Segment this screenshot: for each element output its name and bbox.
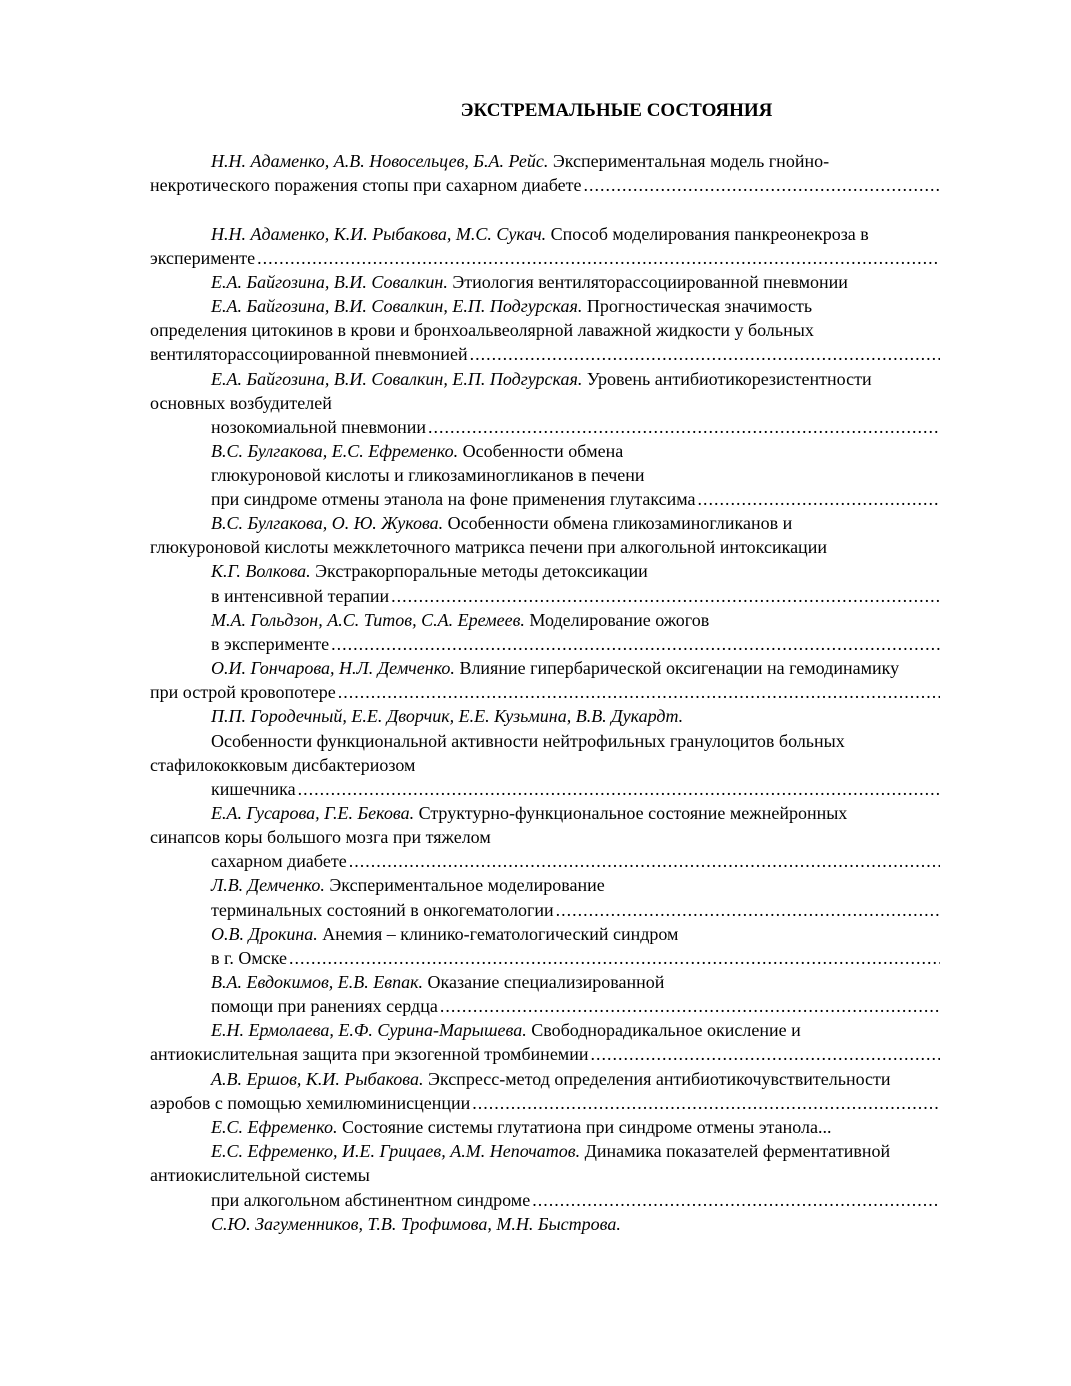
dot-leader [336,680,940,704]
toc-entry-line [211,970,664,994]
toc-entry-line [211,149,829,173]
dot-leader [389,584,940,608]
entry-title: Уровень антибиотикорезистентности [582,369,872,389]
toc-entry-line [211,511,792,535]
toc-entry-line [150,825,491,849]
authors: О.И. Гончарова, Н.Л. Демченко. [211,658,455,678]
toc-entry-line [211,1139,890,1163]
authors: Е.А. Байгозина, В.И. Совалкин, Е.П. Подгурская. [211,296,583,316]
toc-entry-line [150,1042,940,1066]
authors: Е.А. Байгозина, В.И. Совалкин, Е.П. Подгурская. [211,369,583,389]
authors: К.Г. Волкова. [211,561,311,581]
dot-leader [530,1188,940,1212]
toc-entry-line [211,1018,801,1042]
toc-entry-line [150,246,940,270]
entry-title: Особенности функциональной активности нейтрофильных гранулоцитов больных [211,731,845,751]
dot-leader [287,946,940,970]
toc-entry-line [211,898,940,922]
entry-title: стафилококковым дисбактериозом [150,755,416,775]
toc-entry-line [211,632,940,656]
authors: Н.Н. Адаменко, К.И. Рыбакова, М.С. Сукач. [211,224,547,244]
entry-title: некротического поражения стопы при сахарном диабете [150,175,582,195]
authors: В.А. Евдокимов, Е.В. Евпак. [211,972,424,992]
entry-title: эксперименте [150,248,256,268]
toc-entry-line [211,1115,831,1139]
entry-title: аэробов с помощью хемилюминисценции [150,1093,471,1113]
entry-title: Экспериментальная модель гнойно- [548,151,830,171]
toc-entry-line [211,994,940,1018]
authors: Е.С. Ефременко. [211,1117,338,1137]
entry-title: в интенсивной терапии [211,586,390,606]
dot-leader [582,173,940,197]
toc-entry-line [211,415,940,439]
entry-title: Прогностическая значимость [582,296,813,316]
entry-title: глюкуроновой кислоты и гликозаминогликанов в печени [211,465,645,485]
dot-leader [329,632,940,656]
authors: В.С. Булгакова, О. Ю. Жукова. [211,513,444,533]
toc-entry-line [211,439,623,463]
toc-entry-line [211,608,709,632]
entry-title: Экспресс-метод определения антибиотикочувствительности [423,1069,891,1089]
toc-entry-line [211,463,645,487]
authors: В.С. Булгакова, Е.С. Ефременко. [211,441,459,461]
toc-entry-line [211,222,869,246]
entry-title: при алкогольном абстинентном синдроме [211,1190,531,1210]
authors: О.В. Дрокина. [211,924,318,944]
entry-title: Экстракорпоральные методы детоксикации [310,561,648,581]
entry-title: помощи при ранениях сердца [211,996,438,1016]
authors: Е.С. Ефременко, И.Е. Грицаев, А.М. Непочатов. [211,1141,581,1161]
toc-entry-line [150,1163,370,1187]
entry-title: вентиляторассоциированной пневмонией [150,344,468,364]
dot-leader [468,342,940,366]
toc-entry-line [211,270,848,294]
authors: А.В. Ершов, К.И. Рыбакова. [211,1069,424,1089]
toc-entry-line [211,294,812,318]
section-title: ЭКСТРЕМАЛЬНЫЕ СОСТОЯНИЯ [460,100,773,121]
authors: Л.В. Демченко. [211,875,325,895]
dot-leader [554,898,940,922]
entry-title: Особенности обмена гликозаминогликанов и [443,513,793,533]
dot-leader [255,246,940,270]
toc-entry-line [211,487,940,511]
entry-title: антиокислительной системы [150,1165,370,1185]
dot-leader [347,849,940,873]
toc-entry-line [211,946,940,970]
entry-title: Динамика показателей ферментативной [580,1141,891,1161]
toc-entry-line [211,1067,891,1091]
dot-leader [296,777,940,801]
entry-title: нозокомиальной пневмонии [211,417,426,437]
toc-entry-line [211,801,847,825]
entry-title: Оказание специализированной [423,972,665,992]
entry-title: в эксперименте [211,634,330,654]
entry-title: при синдроме отмены этанола на фоне применения глутаксима [211,489,696,509]
toc-entry-line [211,729,845,753]
entry-title: Этиология вентиляторассоциированной пневмонии [447,272,848,292]
toc-entry-line [211,1188,940,1212]
toc-entry-line [150,318,814,342]
toc-entry-line [211,849,940,873]
entry-title: антиокислительная защита при экзогенной тромбинемии [150,1044,589,1064]
toc-entry-line [211,656,899,680]
entry-title: синапсов коры большого мозга при тяжелом [150,827,491,847]
entry-title: Экспериментальное моделирование [324,875,605,895]
toc-entry-line [150,535,827,559]
entry-title: при острой кровопотере [150,682,336,702]
toc-entry-line [211,1212,621,1236]
entry-title: Влияние гипербарической оксигенации на гемодинамику [454,658,900,678]
dot-leader [588,1042,940,1066]
toc-entry-line [150,342,940,366]
toc-entry-line [211,704,683,728]
entry-title: терминальных состояний в онкогематологии [211,900,554,920]
toc-entry-line [150,391,332,415]
entry-title: определения цитокинов в крови и бронхоальвеолярной лаважной жидкости у больных [150,320,814,340]
authors: П.П. Городечный, Е.Е. Дворчик, Е.Е. Кузьмина, В.В. Дукардт. [211,706,684,726]
toc-entry-line [211,584,940,608]
entry-title: Состояние системы глутатиона при синдроме отмены этанола... [337,1117,832,1137]
entry-title: глюкуроновой кислоты межклеточного матрикса печени при алкогольной интоксикации [150,537,827,557]
authors: Н.Н. Адаменко, А.В. Новосельцев, Б.А. Рейс. [211,151,549,171]
authors: М.А. Гольдзон, А.С. Титов, С.А. Еремеев. [211,610,525,630]
entry-title: в г. Омске [211,948,288,968]
entry-title: кишечника [211,779,296,799]
toc-entry-line [211,777,940,801]
authors: Е.А. Гусарова, Г.Е. Бекова. [211,803,415,823]
authors: С.Ю. Загуменников, Т.В. Трофимова, М.Н. Быстрова. [211,1214,621,1234]
toc-entry-line [150,173,940,197]
entry-title: Особенности обмена [458,441,624,461]
entry-title: Анемия – клинико-гематологический синдром [317,924,679,944]
toc-entry-line [211,922,678,946]
toc-entry-line [150,1091,940,1115]
toc-entry-line [211,367,872,391]
entry-title: Способ моделирования панкреонекроза в [546,224,869,244]
entry-title: Структурно-функциональное состояние межнейронных [414,803,848,823]
dot-leader [696,487,940,511]
toc-entry-line [150,680,940,704]
authors: Е.Н. Ермолаева, Е.Ф. Сурина-Марышева. [211,1020,527,1040]
toc-entry-line [150,753,415,777]
dot-leader [438,994,940,1018]
entry-title: Моделирование ожогов [524,610,710,630]
entry-title: сахарном диабете [211,851,347,871]
toc-entry-line [211,559,648,583]
dot-leader [426,415,940,439]
entry-title: основных возбудителей [150,393,332,413]
entry-title: Свободнорадикальное окисление и [526,1020,801,1040]
authors: Е.А. Байгозина, В.И. Совалкин. [211,272,448,292]
toc-entry-line [211,873,605,897]
dot-leader [470,1091,940,1115]
